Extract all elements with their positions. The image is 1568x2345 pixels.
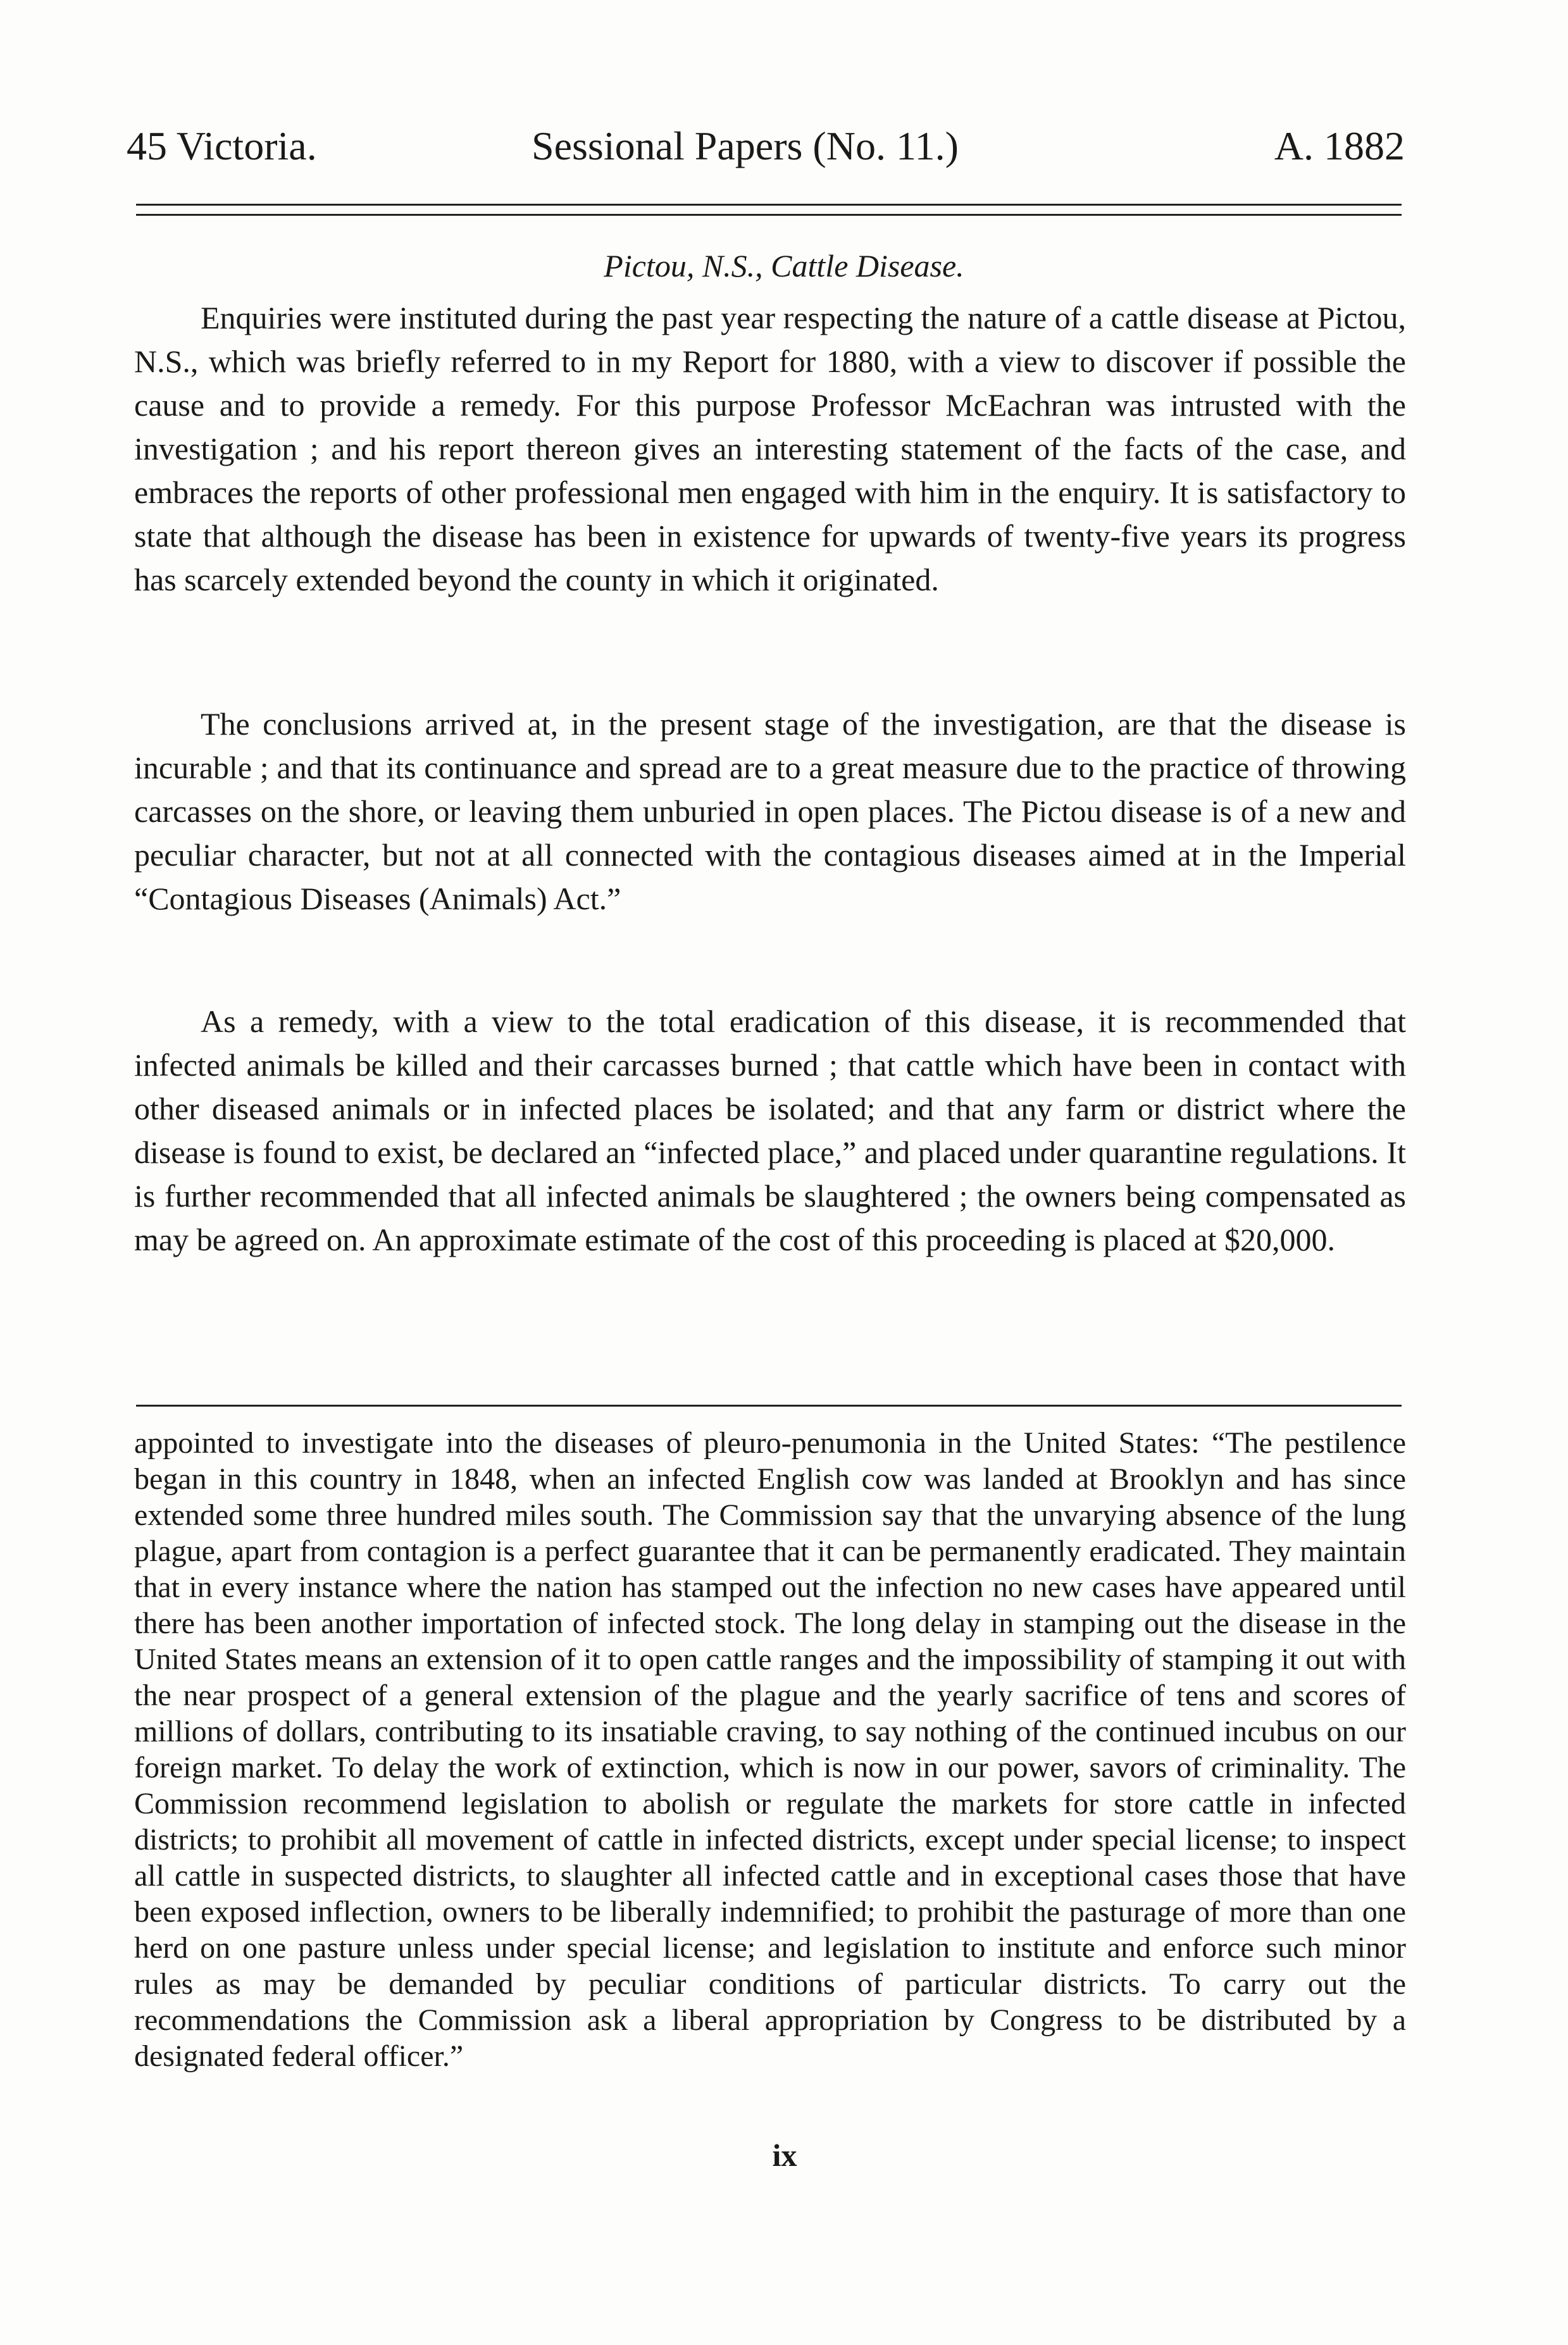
header-title: Sessional Papers (No. 11.) [532, 123, 959, 168]
header-volume: 45 Victoria. [127, 123, 317, 168]
paragraph-3: As a remedy, with a view to the total eradication of this disease, it is recommended that infected animals be killed and their carcasses burned ; that cattle which have been in contact with other diseased animals or in infected places be isolated; and that any farm or district where the disease is found to exist, be declared an “infected place,” and placed under quarantine regulations. It is further recommended that all infected animals be slaughtered ; the owners being compensated as may be agreed on. An approximate estimate of the cost of this proceeding is placed at $20,000. [134, 1004, 1406, 1257]
paragraph-2: The conclusions arrived at, in the present stage of the investigation, are that the disease is incurable ; and that its continuance and spread are to a great measure due to the practice of throwing carcasses on the shore, or leaving them unburied in open places. The Pictou disease is of a new and peculiar character, but not at all connected with the contagious diseases aimed at in the Imperial “Contagious Diseases (Animals) Act.” [134, 706, 1406, 916]
header-rule-top [136, 204, 1402, 206]
header-year: A. 1882 [1274, 123, 1405, 168]
header-rule-bottom [136, 214, 1402, 216]
running-header [127, 118, 1405, 175]
footnote-text: appointed to investigate into the diseases of pleuro-penumonia in the United States: “The pestilence began in this country in 1848, when an infected English cow was landed at Brooklyn and has since extended some three hundred miles south. The Commission say that the unvarying absence of the lung plague, apart from contagion is a perfect guarantee that it can be permanently eradicated. They maintain that in every instance where the nation has stamped out the infection no new cases have appeared until there has been another importation of infected stock. The long delay in stamping out the disease in the United States means an extension of it to open cattle ranges and the impossibility of stamping it out with the near prospect of a general extension of the plague and the yearly sacrifice of tens and scores of millions of dollars, contributing to its insatiable craving, to say nothing of the continued incubus on our foreign market. To delay the work of extinction, which is now in our power, savors of criminality. The Commission recommend legislation to abolish or regulate the markets for store cattle in infected districts; to prohibit all movement of cattle in infected districts, except under special license; to inspect all cattle in suspected districts, to slaughter all infected cattle and in exceptional cases those that have been exposed inflection, owners to be liberally indemnified; to prohibit the pasturage of more than one herd on one pasture unless under special license; and legislation to institute and enforce such minor rules as may be demanded by peculiar conditions of particular districts. To carry out the recommendations the Commission ask a liberal appropriation by Congress to be distributed by a designated federal officer.” [134, 1426, 1406, 2073]
section-title: Pictou, N.S., Cattle Disease. [604, 248, 964, 283]
page-number: ix [772, 2137, 797, 2173]
footnote-divider [136, 1405, 1402, 1407]
paragraph-1: Enquiries were instituted during the past year respecting the nature of a cattle disease at Pictou, N.S., which was briefly referred to in my Report for 1880, with a view to discover if possible the cause and to provide a remedy. For this purpose Professor McEachran was intrusted with the investigation ; and his report thereon gives an interesting statement of the facts of the case, and embraces the reports of other professional men engaged with him in the enquiry. It is satisfactory to state that although the disease has been in existence for upwards of twenty-five years its progress has scarcely extended beyond the county in which it originated. [134, 300, 1406, 597]
